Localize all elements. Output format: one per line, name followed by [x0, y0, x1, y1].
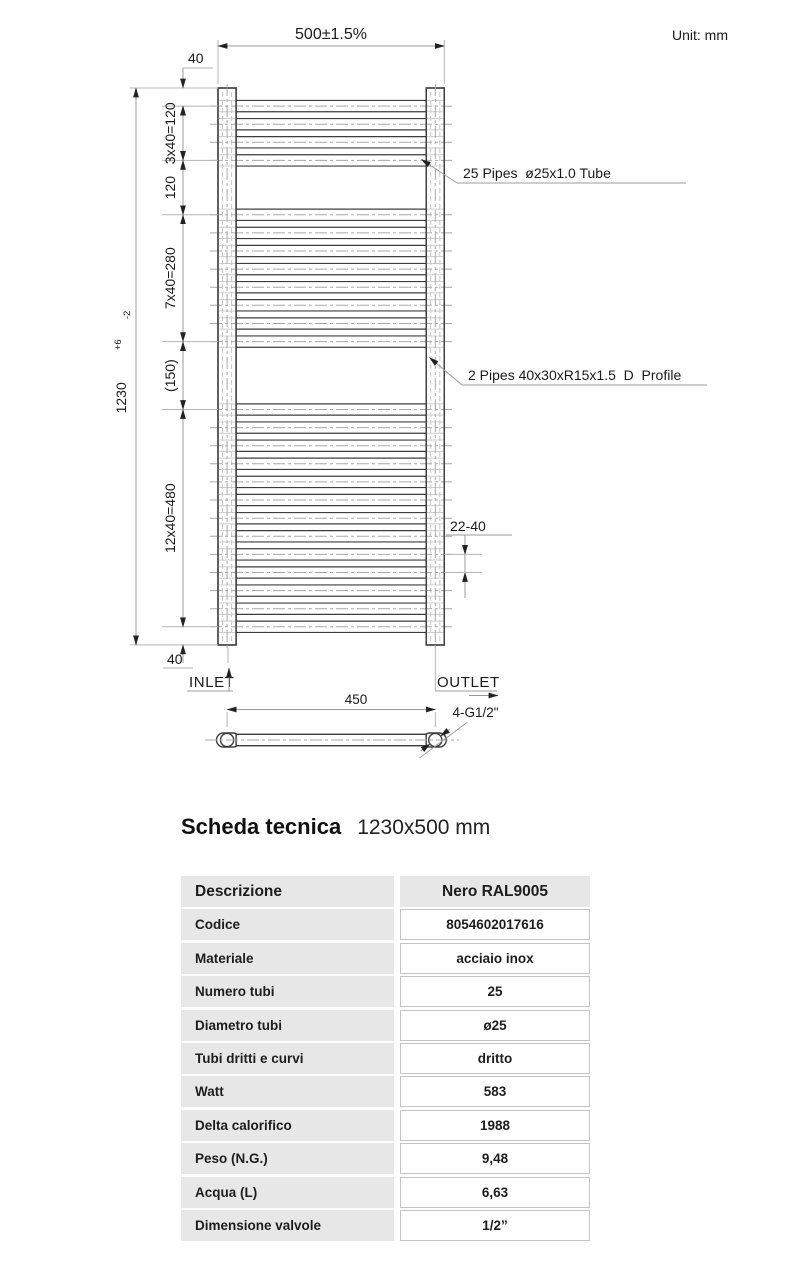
- inlet-label: INLET: [189, 674, 235, 691]
- spec-row-value: 25: [400, 976, 590, 1007]
- bottom-view: [187, 648, 500, 758]
- spec-row-value: 6,63: [400, 1177, 590, 1208]
- header-label: Descrizione: [181, 876, 394, 907]
- spec-row-label: Numero tubi: [181, 976, 394, 1007]
- section-title: Scheda tecnica: [181, 814, 342, 839]
- callout-pipes: [422, 160, 687, 184]
- unit-label: Unit: mm: [672, 27, 728, 43]
- dim-bottom-offset: [163, 651, 193, 668]
- dim-pipe-gap-label: 22-40: [450, 518, 486, 534]
- table-row: [181, 976, 590, 1007]
- spec-section: [181, 814, 590, 1243]
- section-subtitle: 1230x500 mm: [357, 816, 491, 839]
- header-value: Nero RAL9005: [400, 876, 590, 907]
- front-view: [218, 88, 444, 645]
- dim-port-distance-label: 450: [344, 692, 368, 707]
- table-row: [181, 1177, 590, 1208]
- callout-profile: [430, 358, 708, 386]
- spec-row-label: Materiale: [181, 943, 394, 974]
- spec-row-label: Dimensione valvole: [181, 1210, 394, 1241]
- spec-row-value: 9,48: [400, 1143, 590, 1174]
- dim-group2-label: 7x40=280: [162, 247, 178, 310]
- spec-row-value: ø25: [400, 1010, 590, 1041]
- spec-row-label: Tubi dritti e curvi: [181, 1043, 394, 1074]
- spec-row-label: Acqua (L): [181, 1177, 394, 1208]
- spec-row-label: Peso (N.G.): [181, 1143, 394, 1174]
- dim-overall-height-label: [108, 288, 134, 444]
- tolerance-minus: -2: [122, 310, 133, 320]
- table-header-row: [181, 876, 590, 907]
- spec-row-label: Delta calorifico: [181, 1110, 394, 1141]
- dim-top-offset: [183, 50, 213, 68]
- table-row: [181, 1110, 590, 1141]
- pipe-array: [210, 100, 452, 632]
- spec-row-label: Watt: [181, 1076, 394, 1107]
- dim-gap2-label: (150): [162, 359, 178, 392]
- valve-thread-label: 4-G1/2": [452, 705, 499, 720]
- dim-pipe-gap: [444, 518, 512, 598]
- dim-group1-label: 3x40=120: [162, 102, 178, 165]
- spec-row-value: 1988: [400, 1110, 590, 1141]
- spec-row-value: 8054602017616: [400, 909, 590, 940]
- spec-table: [181, 876, 590, 1241]
- spec-row-value: 1/2”: [400, 1210, 590, 1241]
- outlet-label: OUTLET: [437, 674, 500, 691]
- spec-row-value: 583: [400, 1076, 590, 1107]
- dim-width: [218, 26, 444, 84]
- callout-profile-label: 2 Pipes 40x30xR15x1.5 D Profile: [468, 367, 682, 383]
- table-row: [181, 1143, 590, 1174]
- spec-table-rows: [181, 909, 590, 1241]
- dim-gap1-label: 120: [162, 175, 178, 200]
- table-row: [181, 909, 590, 940]
- spec-row-label: Diametro tubi: [181, 1010, 394, 1041]
- spec-row-value: acciaio inox: [400, 943, 590, 974]
- dim-group3-label: 12x40=480: [162, 483, 178, 554]
- dim-top-offset-label: 40: [188, 50, 204, 66]
- table-row: [181, 1210, 590, 1241]
- dim-bottom-offset-label: 40: [167, 651, 183, 667]
- table-row: [181, 943, 590, 974]
- dim-width-label: 500±1.5%: [295, 26, 367, 43]
- spec-row-label: Codice: [181, 909, 394, 940]
- section-heading: [181, 814, 590, 840]
- table-row: [181, 1076, 590, 1107]
- overall-height-value: 1230: [113, 382, 129, 414]
- tolerance-plus: +6: [113, 339, 124, 351]
- table-row: [181, 1010, 590, 1041]
- leader-arrow: [441, 729, 450, 736]
- table-row: [181, 1043, 590, 1074]
- spec-row-value: dritto: [400, 1043, 590, 1074]
- callout-pipes-label: 25 Pipes ø25x1.0 Tube: [463, 165, 611, 181]
